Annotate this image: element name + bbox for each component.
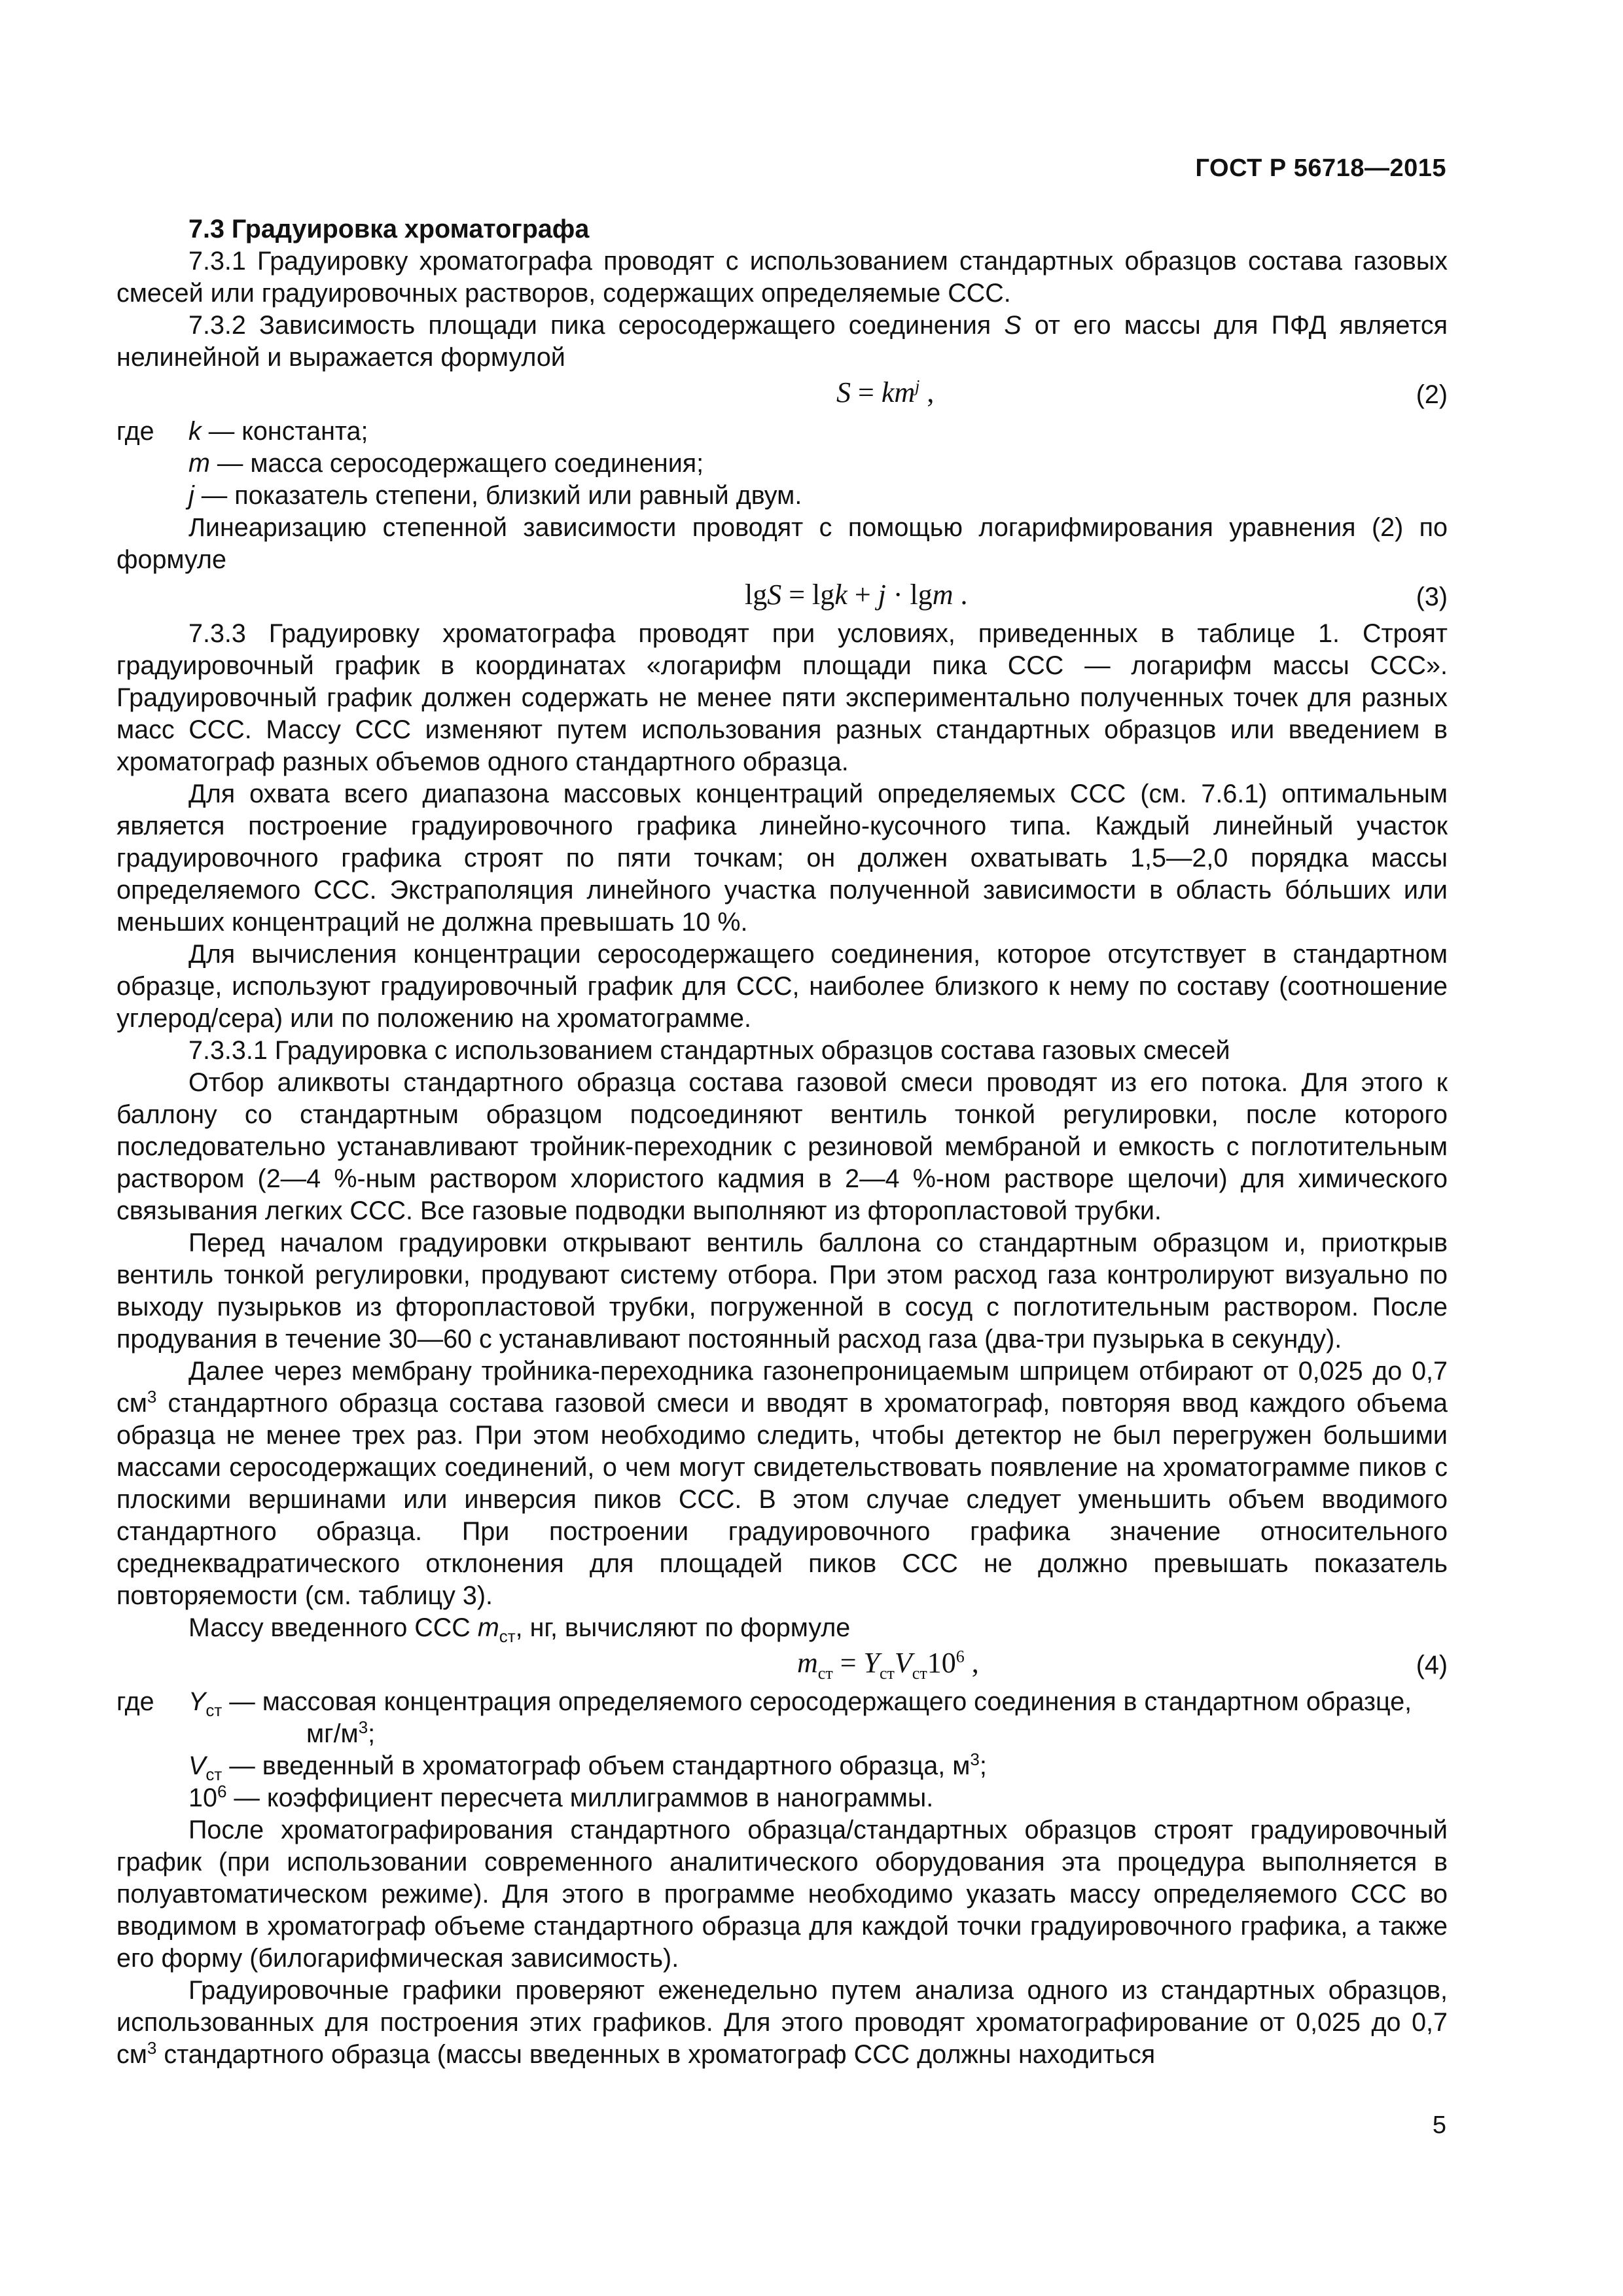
superscript: 3 xyxy=(358,1717,368,1737)
formula-operator: + xyxy=(847,579,878,611)
section-title: 7.3 Градуировка хроматографа xyxy=(188,215,590,243)
definition-symbol: V xyxy=(188,1751,206,1780)
document-body xyxy=(116,213,1448,2071)
paragraph-text: стандартного образца (массы введенных в хроматограф ССС должны находиться xyxy=(156,2040,1156,2069)
formula-expression xyxy=(836,376,934,408)
formula-punct: . xyxy=(953,579,968,611)
formula-number-literal: 10 xyxy=(927,1647,956,1679)
paragraph-range: Для охвата всего диапазона массовых концентраций определяемых ССС (см. 7.6.1) оптимальным является построение градуировочного графика линейно-кусочного типа. Каждый линейный участок градуировочного графика строят по пяти точкам; он должен охватывать 1,5—2,0 порядка массы определяемого ССС. Экстраполяция линейного участка полученной зависимости в область бо́льших или меньших концентраций не должна превышать 10 %. xyxy=(116,780,1448,937)
paragraph-text: Далее через мембрану тройника-переходника газонепроницаемым шприцем отбирают от 0,025 до 0,7 см xyxy=(116,1357,1448,1418)
formula-3 xyxy=(116,576,1448,618)
definition-symbol: 10 xyxy=(188,1784,217,1812)
formula-punct: , xyxy=(964,1647,979,1679)
definition-text: — массовая концентрация определяемого серосодержащего соединения в стандартном образце, мг/м xyxy=(222,1687,1412,1748)
formula-punct: , xyxy=(919,376,935,408)
definition-punct: ; xyxy=(368,1719,376,1748)
paragraph-text: Массу введенного ССС xyxy=(188,1613,478,1642)
definition-text: — масса серосодержащего соединения; xyxy=(209,449,704,478)
definition-symbol: m xyxy=(188,449,210,478)
formula-symbol: V xyxy=(894,1647,912,1679)
formula-operator: lg xyxy=(745,579,768,611)
superscript: 6 xyxy=(217,1781,227,1801)
definition-V xyxy=(116,1750,1448,1782)
paragraph-text: 7.3.2 Зависимость площади пика серосодержащего соединения xyxy=(188,311,1005,340)
formula-operator: = lg xyxy=(781,579,835,611)
definition-j xyxy=(116,480,1448,512)
paragraph-weekly xyxy=(116,1975,1448,2071)
subscript: ст xyxy=(499,1626,516,1646)
paragraph-linearization: Линеаризацию степенной зависимости проводят с помощью логарифмирования уравнения (2) по формуле xyxy=(116,513,1448,574)
superscript: 3 xyxy=(970,1749,980,1769)
definition-text: — введенный в хроматограф объем стандартного образца, м xyxy=(222,1751,971,1780)
formula-subscript: ст xyxy=(912,1663,927,1683)
definition-ten xyxy=(116,1782,1448,1814)
paragraph-text: Градуировочные графики проверяют еженедельно путем анализа одного из стандартных образцов, использованных для построения этих графиков. Для этого проводят хроматографирование от 0,025 до 0,7 см xyxy=(116,1976,1448,2069)
formula-operator: = xyxy=(832,1647,864,1679)
paragraph-sampling: Отбор аликвоты стандартного образца состава газовой смеси проводят из его потока. Для этого к баллону со стандартным образцом подсоединяют вентиль тонкой регулировки, после которого последовательно устанавливают тройник-переходник с резиновой мембраной и емкость с поглотительным раствором (2—4 %-ным раствором хлористого кадмия в 2—4 %-ном растворе щелочи) для химического связывания легких ССС. Все газовые подводки выполняют из фторопластовой трубки. xyxy=(116,1068,1448,1225)
definition-k xyxy=(188,416,1448,448)
definition-symbol: k xyxy=(188,417,202,446)
formula-symbol: k xyxy=(834,579,847,611)
definition-symbol: Y xyxy=(188,1687,206,1716)
paragraph-text: , нг, вычисляют по формуле xyxy=(515,1613,851,1642)
document-code: ГОСТ Р 56718—2015 xyxy=(1195,154,1446,182)
paragraph-next xyxy=(116,1355,1448,1612)
definitions-4 xyxy=(116,1686,1448,1750)
where-label: где xyxy=(116,417,154,446)
definition-text: — константа; xyxy=(201,417,368,446)
paragraph-text: от его массы для ПФД является нелинейной и выражается формулой xyxy=(116,311,1448,372)
paragraph-mass xyxy=(116,1612,1448,1644)
definitions-2 xyxy=(116,416,1448,448)
formula-symbol: Y xyxy=(863,1647,880,1679)
formula-symbol: m xyxy=(932,579,954,611)
formula-operator: = xyxy=(851,376,882,408)
paragraph-7-3-3-1: 7.3.3.1 Градуировка с использованием стандартных образцов состава газовых смесей xyxy=(188,1036,1230,1065)
definition-punct: ; xyxy=(979,1751,987,1780)
superscript: 3 xyxy=(147,2037,157,2058)
formula-subscript: ст xyxy=(817,1663,833,1683)
formula-2 xyxy=(116,374,1448,416)
formula-symbol: km xyxy=(881,376,916,408)
formula-symbol: S xyxy=(836,376,851,408)
formula-exponent: j xyxy=(915,376,920,396)
definition-symbol: j xyxy=(188,481,194,510)
formula-4 xyxy=(116,1644,1448,1686)
definition-subscript: ст xyxy=(205,1700,223,1720)
formula-symbol: j xyxy=(878,579,886,611)
formula-number: (4) xyxy=(1416,1651,1448,1679)
definition-text: — коэффициент пересчета миллиграммов в нанограммы. xyxy=(226,1784,934,1812)
where-label: где xyxy=(116,1687,154,1716)
paragraph-before: Перед началом градуировки открывают вентиль баллона со стандартным образцом и, приоткрыв вентиль тонкой регулировки, продувают систему отбора. При этом расход газа контролируют визуально по выходу пузырьков из фторопластовой трубки, погруженной в сосуд с поглотительным раствором. После продувания в течение 30—60 с устанавливают постоянный расход газа (два-три пузырька в секунду). xyxy=(116,1229,1448,1354)
symbol-m: m xyxy=(477,1613,499,1642)
symbol-S: S xyxy=(1004,311,1022,340)
paragraph-absent: Для вычисления концентрации серосодержащего соединения, которое отсутствует в стандартном образце, используют градуировочный график для ССС, наиболее близкого к нему по составу (соотношение углерод/сера) или по положению на хроматограмме. xyxy=(116,940,1448,1033)
paragraph-text: стандартного образца состава газовой смеси и вводят в хроматограф, повторяя ввод каждого объема образца не менее трех раз. При этом необходимо следить, чтобы детектор не был перегружен большими массами серосодержащих соединений, о чем могут свидетельствовать появление на хроматограмме пиков с плоскими вершинами или инверсия пиков ССС. В этом случае следует уменьшить объем вводимого стандартного образца. При построении градуировочного графика значение относительного среднеквадратического отклонения для площадей пиков ССС не должно превышать показатель повторяемости (см. таблицу 3). xyxy=(116,1389,1448,1610)
paragraph-7-3-1: 7.3.1 Градуировку хроматографа проводят с использованием стандартных образцов состава газовых смесей или градуировочных растворов, содержащих определяемые ССС. xyxy=(116,247,1448,308)
definition-subscript: ст xyxy=(205,1764,223,1784)
paragraph-7-3-3: 7.3.3 Градуировку хроматографа проводят при условиях, приведенных в таблице 1. Строят градуировочный график в координатах «логарифм площади пика ССС — логарифм массы ССС». Градуировочный график должен содержать не менее пяти экспериментально полученных точек для разных масс ССС. Массу ССС изменяют путем использования разных стандартных образцов или введением в хроматограф разных объемов одного стандартного образца. xyxy=(116,619,1448,776)
formula-expression xyxy=(745,579,968,611)
formula-number: (3) xyxy=(1416,583,1448,611)
definition-Y xyxy=(188,1686,1448,1750)
paragraph-7-3-2 xyxy=(116,310,1448,374)
paragraph-after: После хроматографирования стандартного образца/стандартных образцов строят градуировочный график (при использовании современного аналитического оборудования эта процедура выполняется в полуавтоматическом режиме). Для этого в программе необходимо указать массу определяемого ССС во вводимом в хроматограф объеме стандартного образца для каждой точки градуировочного графика, а также его форму (билогарифмическая зависимость). xyxy=(116,1816,1448,1973)
superscript: 3 xyxy=(147,1386,157,1407)
formula-symbol: m xyxy=(797,1647,818,1679)
formula-subscript: ст xyxy=(880,1663,895,1683)
formula-expression xyxy=(797,1647,979,1683)
page-number: 5 xyxy=(1432,2111,1446,2139)
definition-text: — показатель степени, близкий или равный двум. xyxy=(194,481,802,510)
formula-symbol: S xyxy=(767,579,782,611)
definition-m xyxy=(116,448,1448,480)
formula-exponent: 6 xyxy=(955,1647,965,1666)
formula-operator: · lg xyxy=(885,579,933,611)
formula-number: (2) xyxy=(1416,380,1448,409)
